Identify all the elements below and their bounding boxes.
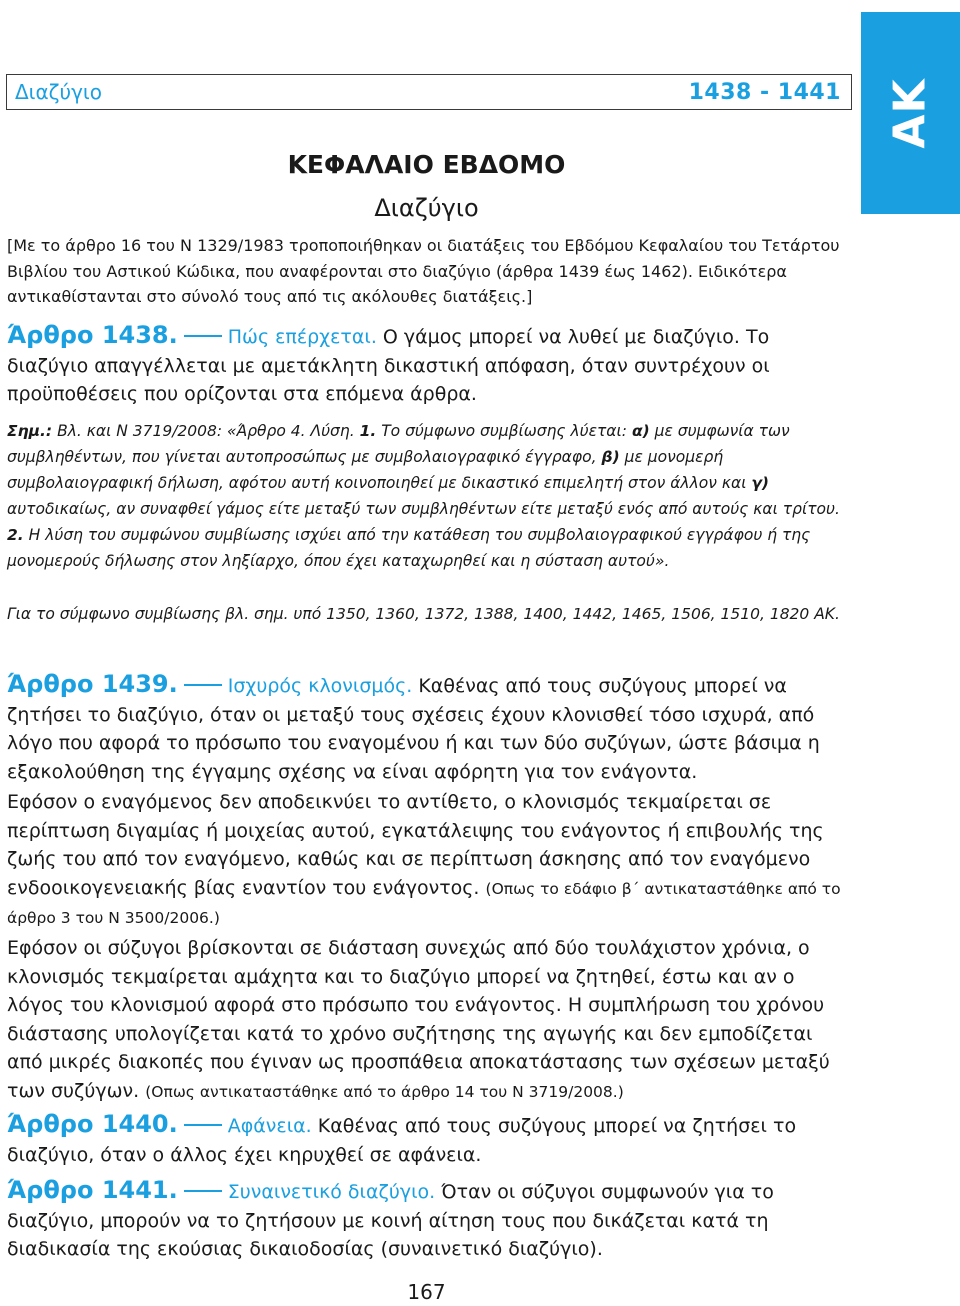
note-label: Σημ.: bbox=[7, 422, 53, 440]
article-title: Ισχυρός κλονισμός. bbox=[227, 675, 413, 697]
note-item-marker: β) bbox=[601, 448, 620, 466]
page-number: 167 bbox=[407, 1280, 446, 1304]
article-1441 bbox=[7, 1176, 853, 1264]
note-number: 2. bbox=[7, 526, 24, 544]
side-thumb-tab bbox=[861, 12, 960, 214]
note-item-marker: α) bbox=[631, 422, 650, 440]
dash-divider bbox=[184, 1190, 222, 1192]
article-title: Συναινετικό διαζύγιο. bbox=[227, 1181, 436, 1203]
article-title: Αφάνεια. bbox=[227, 1115, 312, 1137]
note-text: Το σύμφωνο συμβίωσης λύεται: bbox=[381, 422, 627, 440]
note-number: 1. bbox=[359, 422, 377, 440]
article-text: Ο γάμος μπορεί να λυθεί με διαζύγιο. Το διαζύγιο απαγγέλλεται με αμετάκλητη δικαστική απόφαση, όταν συντρέχουν οι προϋποθέσεις που ορίζονται στα επόμενα άρθρα. bbox=[7, 326, 770, 405]
note-reference: Για το σύμφωνο συμβίωσης βλ. σημ. υπό 1350, 1360, 1372, 1388, 1400, 1442, 1465, 1506, 1510, 1820 ΑΚ. bbox=[7, 605, 840, 623]
article-1439 bbox=[7, 670, 853, 786]
article-number: Άρθρο 1440. bbox=[7, 1110, 178, 1138]
article-number: Άρθρο 1438. bbox=[7, 321, 178, 349]
note-text: αυτοδικαίως, αν συναφθεί γάμος είτε μεταξύ των συμβληθέντων είτε μεταξύ ενός από αυτούς και τρίτου. bbox=[7, 500, 840, 518]
article-text: Καθένας από τους συζύγους μπορεί να ζητήσει το διαζύγιο, όταν ο άλλος έχει κηρυχθεί σε αφάνεια. bbox=[7, 1115, 797, 1166]
note-text: Βλ. και Ν 3719/2008: «Άρθρο 4. Λύση. bbox=[57, 422, 355, 440]
note-text: με μονομερή συμβολαιογραφική δήλωση, αφότου αυτή κοινοποιηθεί με δικαστικό επιμελητή στον άλλον και bbox=[7, 448, 747, 492]
article-text: Καθένας από τους συζύγους μπορεί να ζητήσει το διαζύγιο, όταν οι μεταξύ τους σχέσεις έχουν κλονισθεί τόσο ισχυρά, από λόγο που αφορά το πρόσωπο του εναγομένου ή και των δύο συζύγων, ώστε βάσιμα η εξακολούθηση της έγγαμης σχέσης να είναι αφόρητη για τον ενάγοντα. bbox=[7, 675, 820, 783]
article-title: Πώς επέρχεται. bbox=[227, 326, 377, 348]
article-number: Άρθρο 1441. bbox=[7, 1176, 178, 1204]
intro-paragraph: [Με το άρθρο 16 του Ν 1329/1983 τροποποιήθηκαν οι διατάξεις του Εβδόμου Κεφαλαίου του Τετάρτου Βιβλίου του Αστικού Κώδικα, που αναφέρονται στο διαζύγιο (άρθρα 1439 έως 1462). Ειδικότερα αντικαθίστανται στο σύνολό τους από τις ακόλουθες διατάξεις.] bbox=[7, 236, 840, 306]
amendment-note: (Οπως το εδάφιο β΄ αντικαταστάθηκε από το άρθρο 3 του Ν 3500/2006.) bbox=[7, 879, 841, 927]
dash-divider bbox=[184, 684, 222, 686]
article-number: Άρθρο 1439. bbox=[7, 670, 178, 698]
dash-divider bbox=[184, 335, 222, 337]
running-header bbox=[6, 74, 852, 110]
article-1439-paragraph-2 bbox=[7, 788, 853, 933]
article-1438 bbox=[7, 321, 853, 409]
note-block bbox=[7, 418, 853, 574]
header-article-range: 1438 - 1441 bbox=[688, 79, 841, 105]
article-1440 bbox=[7, 1110, 853, 1169]
chapter-subtitle: Διαζύγιο bbox=[374, 194, 479, 222]
note-item-marker: γ) bbox=[751, 474, 770, 492]
note-text: με συμφωνία των συμβληθέντων, που γίνεται αυτοπροσώπως με συμβολαιογραφικό έγγραφο, bbox=[7, 422, 790, 466]
side-tab-label: ΑΚ bbox=[885, 77, 936, 149]
note-text: Η λύση του συμφώνου συμβίωσης ισχύει από την κατάθεση του συμβολαιογραφικού εγγράφου ή της μονομερούς δήλωσης στον ληξίαρχο, όπου έχει καταχωρηθεί και η σύσταση αυτού». bbox=[7, 526, 811, 570]
chapter-title: ΚΕΦΑΛΑΙΟ ΕΒΔΟΜΟ bbox=[287, 150, 566, 179]
article-text: Εφόσον οι σύζυγοι βρίσκονται σε διάσταση συνεχώς από δύο τουλάχιστον χρόνια, ο κλονισμός τεκμαίρεται αμάχητα και το διαζύγιο μπορεί να ζητηθεί, έστω και αν ο λόγος του κλονισμού αφορά στο πρόσωπο του ενάγοντος. Η συμπλήρωση του χρόνου διάστασης υπολογίζεται κατά το χρόνο συζήτησης της αγωγής και δεν εμποδίζεται από μικρές διακοπές που έγιναν ως προσπάθεια αποκατάστασης των σχέσεων μεταξύ των συζύγων. bbox=[7, 937, 830, 1102]
amendment-note: (Οπως αντικαταστάθηκε από το άρθρο 14 του Ν 3719/2008.) bbox=[145, 1082, 624, 1101]
dash-divider bbox=[184, 1124, 222, 1126]
article-text: Όταν οι σύζυγοι συμφωνούν για το διαζύγιο, μπορούν να το ζητήσουν με κοινή αίτηση τους που δικάζεται κατά τη διαδικασία της εκούσιας δικαιοδοσίας (συναινετικό διαζύγιο). bbox=[7, 1181, 774, 1260]
article-text: Εφόσον ο εναγόμενος δεν αποδεικνύει το αντίθετο, ο κλονισμός τεκμαίρεται σε περίπτωση διγαμίας ή μοιχείας αυτού, εγκατάλειψης του ενάγοντος ή επιβουλής της ζωής του από τον εναγόμενο, καθώς και σε περίπτωση άσκησης από τον εναγόμενο ενδοοικογενειακής βίας εναντίον του ενάγοντος. bbox=[7, 791, 824, 899]
article-1439-paragraph-3 bbox=[7, 934, 853, 1106]
header-section-title: Διαζύγιο bbox=[15, 80, 102, 104]
